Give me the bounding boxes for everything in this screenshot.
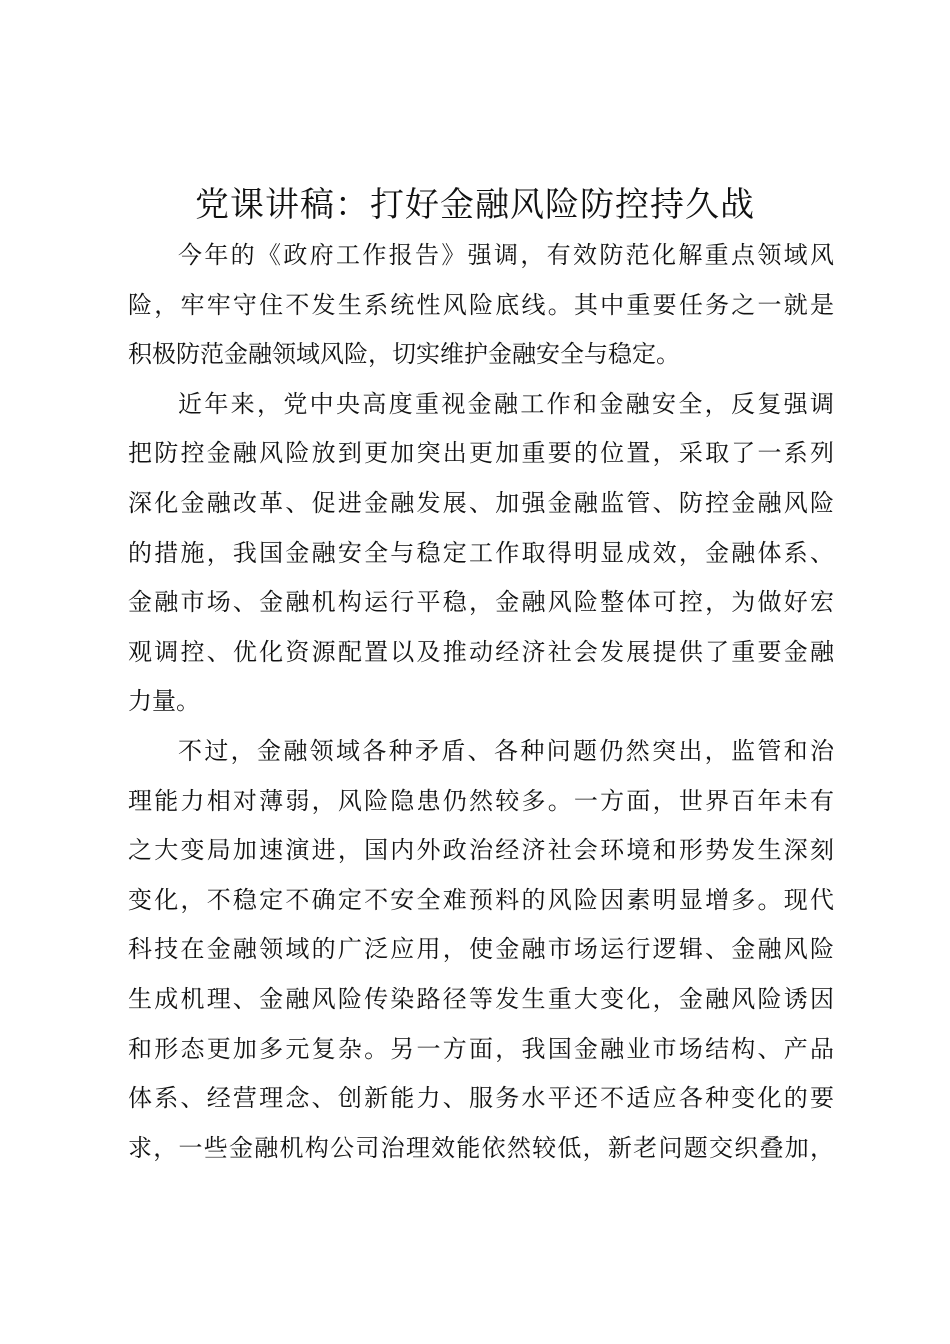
paragraph-line: 今年的《政府工作报告》强调，有效防范化解重点领域风 bbox=[178, 241, 834, 269]
paragraph-line: 金融市场、金融机构运行平稳，金融风险整体可控，为做好宏 bbox=[128, 588, 834, 617]
paragraph-line: 观调控、优化资源配置以及推动经济社会发展提供了重要金融 bbox=[128, 637, 834, 666]
paragraph-line: 之大变局加速演进，国内外政治经济社会环境和形势发生深刻 bbox=[128, 836, 834, 865]
document-title: 党课讲稿：打好金融风险防控持久战 bbox=[195, 185, 755, 225]
paragraph-2 bbox=[128, 380, 834, 727]
paragraph-3 bbox=[128, 727, 834, 1173]
paragraph-line: 的措施，我国金融安全与稳定工作取得明显成效，金融体系、 bbox=[128, 538, 834, 567]
paragraph-line: 求，一些金融机构公司治理效能依然较低，新老问题交织叠加， bbox=[128, 1133, 834, 1162]
paragraph-line: 把防控金融风险放到更加突出更加重要的位置，采取了一系列 bbox=[128, 439, 834, 468]
paragraph-line: 科技在金融领域的广泛应用，使金融市场运行逻辑、金融风险 bbox=[128, 935, 834, 964]
paragraph-line: 深化金融改革、促进金融发展、加强金融监管、防控金融风险 bbox=[128, 488, 834, 517]
paragraph-1 bbox=[128, 231, 834, 380]
paragraph-line: 不过，金融领域各种矛盾、各种问题仍然突出，监管和治 bbox=[178, 736, 834, 765]
paragraph-line: 近年来，党中央高度重视金融工作和金融安全，反复强调 bbox=[178, 389, 834, 418]
paragraph-line: 积极防范金融领域风险，切实维护金融安全与稳定。 bbox=[128, 340, 680, 369]
paragraph-line: 生成机理、金融风险传染路径等发生重大变化，金融风险诱因 bbox=[128, 984, 834, 1013]
paragraph-line: 体系、经营理念、创新能力、服务水平还不适应各种变化的要 bbox=[128, 1084, 834, 1113]
paragraph-line: 理能力相对薄弱，风险隐患仍然较多。一方面，世界百年未有 bbox=[128, 786, 834, 815]
paragraph-line: 险，牢牢守住不发生系统性风险底线。其中重要任务之一就是 bbox=[128, 290, 834, 319]
paragraph-line: 力量。 bbox=[128, 687, 200, 716]
paragraph-line: 变化，不稳定不确定不安全难预料的风险因素明显增多。现代 bbox=[128, 885, 834, 914]
document-body bbox=[128, 231, 834, 1173]
paragraph-line: 和形态更加多元复杂。另一方面，我国金融业市场结构、产品 bbox=[128, 1034, 834, 1063]
